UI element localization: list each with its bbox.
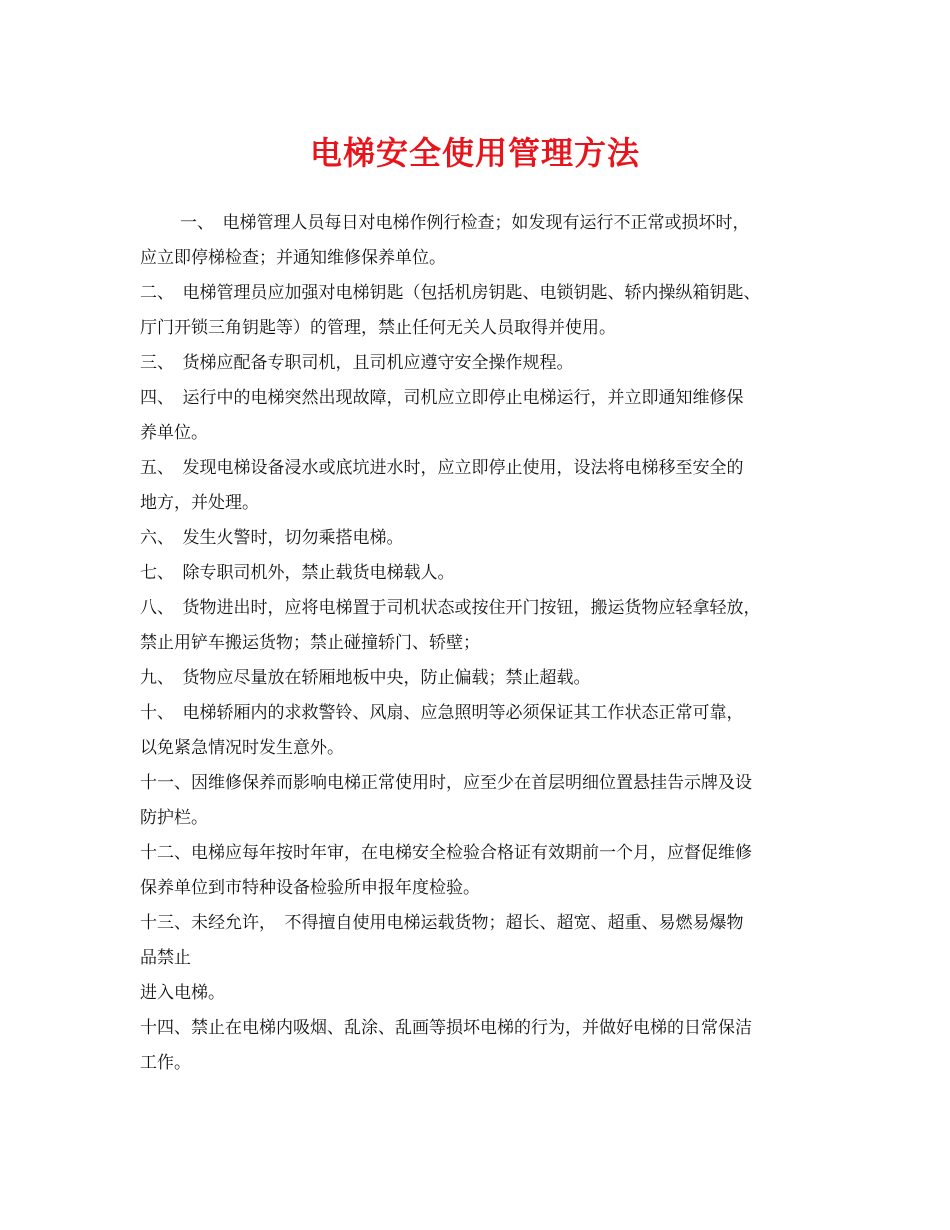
text-line: 十一、因维修保养而影响电梯正常使用时，应至少在首层明细位置悬挂告示牌及设	[140, 773, 752, 793]
text-line: 六、 发生火警时，切勿乘搭电梯。	[140, 528, 404, 548]
text-line: 九、 货物应尽量放在轿厢地板中央，防止偏载；禁止超载。	[140, 668, 591, 688]
text-line: 工作。	[140, 1053, 191, 1073]
text-line: 十、 电梯轿厢内的求救警铃、风扇、应急照明等必须保证其工作状态正常可靠，	[140, 703, 744, 723]
text-line: 养单位。	[140, 423, 208, 443]
document-title: 电梯安全使用管理方法	[309, 134, 640, 172]
text-line: 十三、未经允许， 不得擅自使用电梯运载货物；超长、超宽、超重、易燃易爆物	[140, 913, 744, 933]
text-line: 三、 货梯应配备专职司机，且司机应遵守安全操作规程。	[140, 353, 574, 373]
text-line: 以免紧急情况时发生意外。	[140, 738, 344, 758]
text-line: 十四、禁止在电梯内吸烟、乱涂、乱画等损坏电梯的行为，并做好电梯的日常保洁	[140, 1018, 752, 1038]
text-line: 禁止用铲车搬运货物；禁止碰撞轿门、轿壁；	[140, 633, 480, 653]
text-line: 品禁止	[140, 948, 191, 968]
document-body	[140, 206, 840, 1081]
text-line: 保养单位到市特种设备检验所申报年度检验。	[140, 878, 480, 898]
text-line: 一、 电梯管理人员每日对电梯作例行检查；如发现有运行不正常或损坏时，	[180, 213, 750, 233]
text-line: 十二、电梯应每年按时年审，在电梯安全检验合格证有效期前一个月，应督促维修	[140, 843, 752, 863]
text-line: 五、 发现电梯设备浸水或底坑进水时，应立即停止使用，设法将电梯移至安全的	[140, 458, 744, 478]
text-line: 厅门开锁三角钥匙等）的管理，禁止任何无关人员取得并使用。	[140, 318, 616, 338]
text-line: 地方，并处理。	[140, 493, 259, 513]
text-line: 七、 除专职司机外，禁止载货电梯载人。	[140, 563, 455, 583]
text-line: 进入电梯。	[140, 983, 225, 1003]
text-line: 应立即停梯检查；并通知维修保养单位。	[140, 248, 446, 268]
text-line: 防护栏。	[140, 808, 208, 828]
text-line: 四、 运行中的电梯突然出现故障，司机应立即停止电梯运行，并立即通知维修保	[140, 388, 744, 408]
text-line: 八、 货物进出时，应将电梯置于司机状态或按住开门按钮，搬运货物应轻拿轻放，	[140, 598, 761, 618]
text-line: 二、 电梯管理员应加强对电梯钥匙（包括机房钥匙、电锁钥匙、轿内操纵箱钥匙、	[140, 283, 761, 303]
